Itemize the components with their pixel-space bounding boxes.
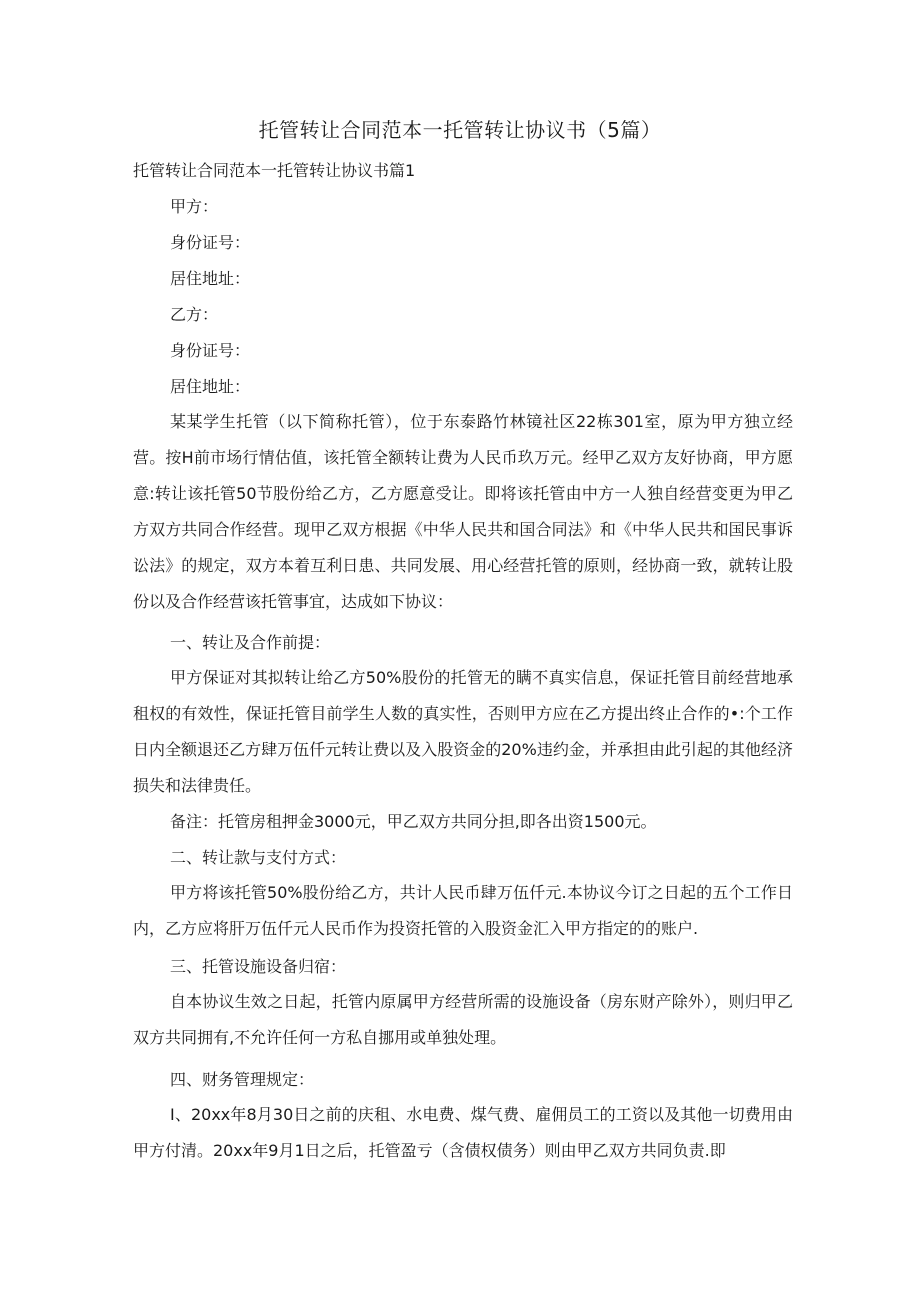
party-a-label: 甲方：: [170, 197, 219, 216]
party-b-label: 乙方：: [170, 305, 219, 324]
party-b-id-label: 身份证号：: [170, 341, 251, 360]
section4-title: 四、财务管理规定：: [170, 1070, 315, 1089]
section2-title: 二、转让款与支付方式：: [170, 848, 347, 867]
intro-paragraph: 某某学生托管（以下简称托管），位于东泰路竹林镜社区22栋301室，原为甲方独立经营。按H前市场行情估值，该托管全额转让费为人民币玖万元。经甲乙双方友好协商，甲方愿意:转让该托管50节股份给乙方，乙方愿意受让。即将该托管由中方一人独自经营变更为甲乙方双方共同合作经营。现甲乙双方根据《中华人民共和国合同法》和《中华人民共和国民事诉讼法》的规定，双方本着互利日患、共同发展、用心经营托管的原则，经协商一致，就转让股份以及合作经营该托管事宜，达成如下协议：: [133, 412, 793, 611]
section4-body: I、20xx年8月30日之前的庆租、水电费、煤气费、雇佣员工的工资以及其他一切费用由甲方付清。20xx年9月1日之后，托管盈亏（含债权债务）则由甲乙双方共同负责.即: [133, 1105, 793, 1160]
section-heading: 托管转让合同范本一托管转让协议书篇1: [133, 161, 416, 180]
section3-body: 自本协议生效之日起，托管内原属甲方经营所需的设施设备（房东财产除外），则归甲乙双方共同拥有,不允许任何一方私自挪用或单独处理。: [133, 992, 793, 1047]
party-a-id-label: 身份证号：: [170, 233, 251, 252]
party-a-address-label: 居住地址：: [170, 269, 251, 288]
section1-title: 一、转让及合作前提：: [170, 633, 331, 652]
document-title: 托管转让合同范本一托管转让协议书（5篇）: [258, 118, 662, 142]
party-b-address-label: 居住地址：: [170, 377, 251, 396]
section2-body: 甲方将该托管50%股份给乙方，共计人民币肆万伍仟元.本协议今订之日起的五个工作日内，乙方应将肝万伍仟元人民币作为投资托管的入股资金汇入甲方指定的的账户.: [133, 883, 793, 938]
section1-note: 备注：托管房租押金3000元，甲乙双方共同分担,即各出资1500元。: [170, 812, 657, 831]
section1-body: 甲方保证对其拟转让给乙方50%股份的托管无的瞒不真实信息，保证托管目前经营地承租权的有效性，保证托管目前学生人数的真实性，否则甲方应在乙方提出终止合作的•:个工作日内全额退还乙方肆万伍仟元转让费以及入股资金的20%违约金，并承担由此引起的其他经济损失和法律贵任。: [133, 668, 793, 795]
section3-title: 三、托管设施设备归宿：: [170, 957, 347, 976]
